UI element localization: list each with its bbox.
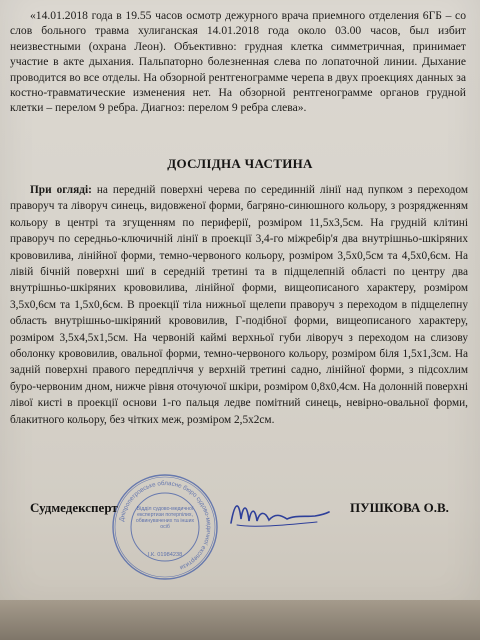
intro-paragraph xyxy=(10,8,466,116)
background-surface xyxy=(0,600,480,640)
stamp-center-text: Відділ судово-медичної експертизи потерпілих, обвинувачених та інших осіб xyxy=(135,506,195,530)
stamp-code: І.К. 01984238 xyxy=(147,552,183,558)
examination-text: на передній поверхні черева по серединній лінії над пупком з переходом праворуч та ліворуч синець, видовженої форми, багряно-синюшного кольору, з розрядженням кольору в центрі та згущенням по периферії, розміром 11,5х3,5см. На грудній клітині праворуч по середньо-ключичній лінії в проекції 3,4-го міжребір'я два внутрішньо-шкіряних крововилива, лінійної форми, темно-червоного кольору, розміром 3,5х0,5см та 4,5х0,6см. На лівій бічній поверхні шиї в середній третині та в підщелепній області по центру два внутрішньо-шкіряних крововилива, лінійної форми, вищеописаного характеру, розміром 3,5х0,6см та 1,5х0,6см. В проекції тіла нижньої щелепи праворуч з переходом в підщелепну область внутрішньо-шкіряний крововилив, Г-подібної форми, вищеописаного характеру, розміром 3,5х4,5х1,5см. На червоній каймі верхньої губи ліворуч з переходом на слизову оболонку крововилив, овальної форми, темно-червоного кольору, розміром біля 1,5х1,3см. На задній поверхні правого передпліччя у верхній третині садно, лінійної форми, з підсохлим буро-червоним дном, нижче рівня оточуючої шкіри, розміром 0,8х0,4см. На долонній поверхні лівої кисті в проекції основи 1-го пальця ледве помітний синець, невірно-овальної форми, блакитного кольору, без чітких меж, розміром 2,5х2см. xyxy=(10,184,468,426)
stamp-ring-text: Дніпропетровське обласне бюро судово-медичної експертизи xyxy=(118,479,213,572)
signature-name: ПУШКОВА О.В. xyxy=(350,500,449,515)
intro-text: «14.01.2018 года в 19.55 часов осмотр дежурного врача приемного отделения 6ГБ – со слов больного травма хулиганская 14.01.2018 года около 03.00 часов, был избит неизвестными (охрана Леон). Объективно: грудная клетка симметричная, принимает участие в акте дыхания. Пальпаторно болезненная слева по лопаточной линии. Дыхание проводится во все отделы. На обзорной рентгенограмме черепа в двух проекциях данных за костно-травматические изменения нет. На обзорной рентгенограмме органов грудной клетки – перелом 9 ребра. Диагноз: перелом 9 ребра слева». xyxy=(10,9,466,115)
section-heading: ДОСЛІДНА ЧАСТИНА xyxy=(167,156,313,171)
examination-paragraph xyxy=(10,182,468,428)
handwritten-signature xyxy=(225,495,335,535)
signature-role-label: Судмедексперт xyxy=(30,500,118,515)
official-stamp xyxy=(110,472,220,582)
examination-lead: При огляді: xyxy=(30,184,92,196)
